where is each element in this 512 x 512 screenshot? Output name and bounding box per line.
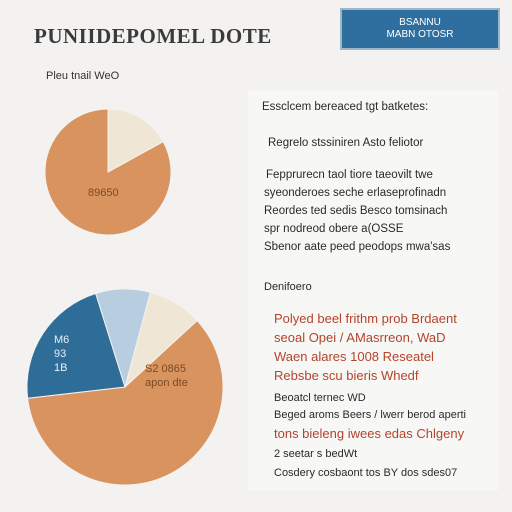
panel-subheading: Regrelo stssiniren Asto feliotor — [268, 137, 424, 149]
panel-line: Beged aroms Beers / lwerr berod aperti — [274, 409, 466, 421]
highlight-line: Waen alares 1008 Reseatel — [274, 349, 434, 364]
pie-slice-label: S2 0865 — [145, 363, 186, 375]
panel-line: syeonderoes seche erlaseprofinadn — [264, 187, 447, 199]
highlight-line: tons bieleng iwees edas Chlgeny — [274, 426, 465, 441]
pie-slice-label: 89650 — [88, 187, 119, 199]
highlight-line: seoal Opei / AMasrreon, WaD — [274, 330, 446, 345]
panel-heading: Essclcem bereaced tgt batketes: — [262, 101, 429, 113]
header-badge-line2: MABN OTOSR — [386, 29, 454, 40]
highlight-line: Polyed beel frithm prob Brdaent — [274, 311, 457, 326]
pie-slice-label: M6 — [54, 334, 70, 346]
panel-line: spr nodreod obere a(OSSE — [264, 223, 404, 235]
text-panel — [248, 90, 498, 490]
panel-line: 2 seetar s bedWt — [274, 448, 358, 460]
panel-line: Fepprurecn taol tiore taeovilt twe — [266, 169, 433, 181]
panel-line: Sbenor aate peed peodops mwa'sas — [264, 241, 451, 253]
chart1-title: Pleu tnail WeO — [46, 70, 120, 82]
panel-footer: Cosdery cosbaont tos BY dos sdes07 — [274, 467, 458, 479]
section-label: Denifoero — [264, 281, 312, 293]
highlight-line: Rebsbe scu bieris Whedf — [274, 368, 419, 383]
panel-line: Beoatcl ternec WD — [274, 392, 366, 404]
panel-line: Reordes ted sedis Besco tomsinach — [264, 205, 448, 217]
page-title: PUNIIDEPOMEL DOTE — [34, 24, 272, 48]
header-badge-line1: BSANNU — [399, 17, 441, 28]
pie-slice-label: apon dte — [145, 377, 188, 389]
pie-slice-label: 93 — [54, 348, 67, 360]
pie-slice-label: 1B — [54, 362, 68, 374]
